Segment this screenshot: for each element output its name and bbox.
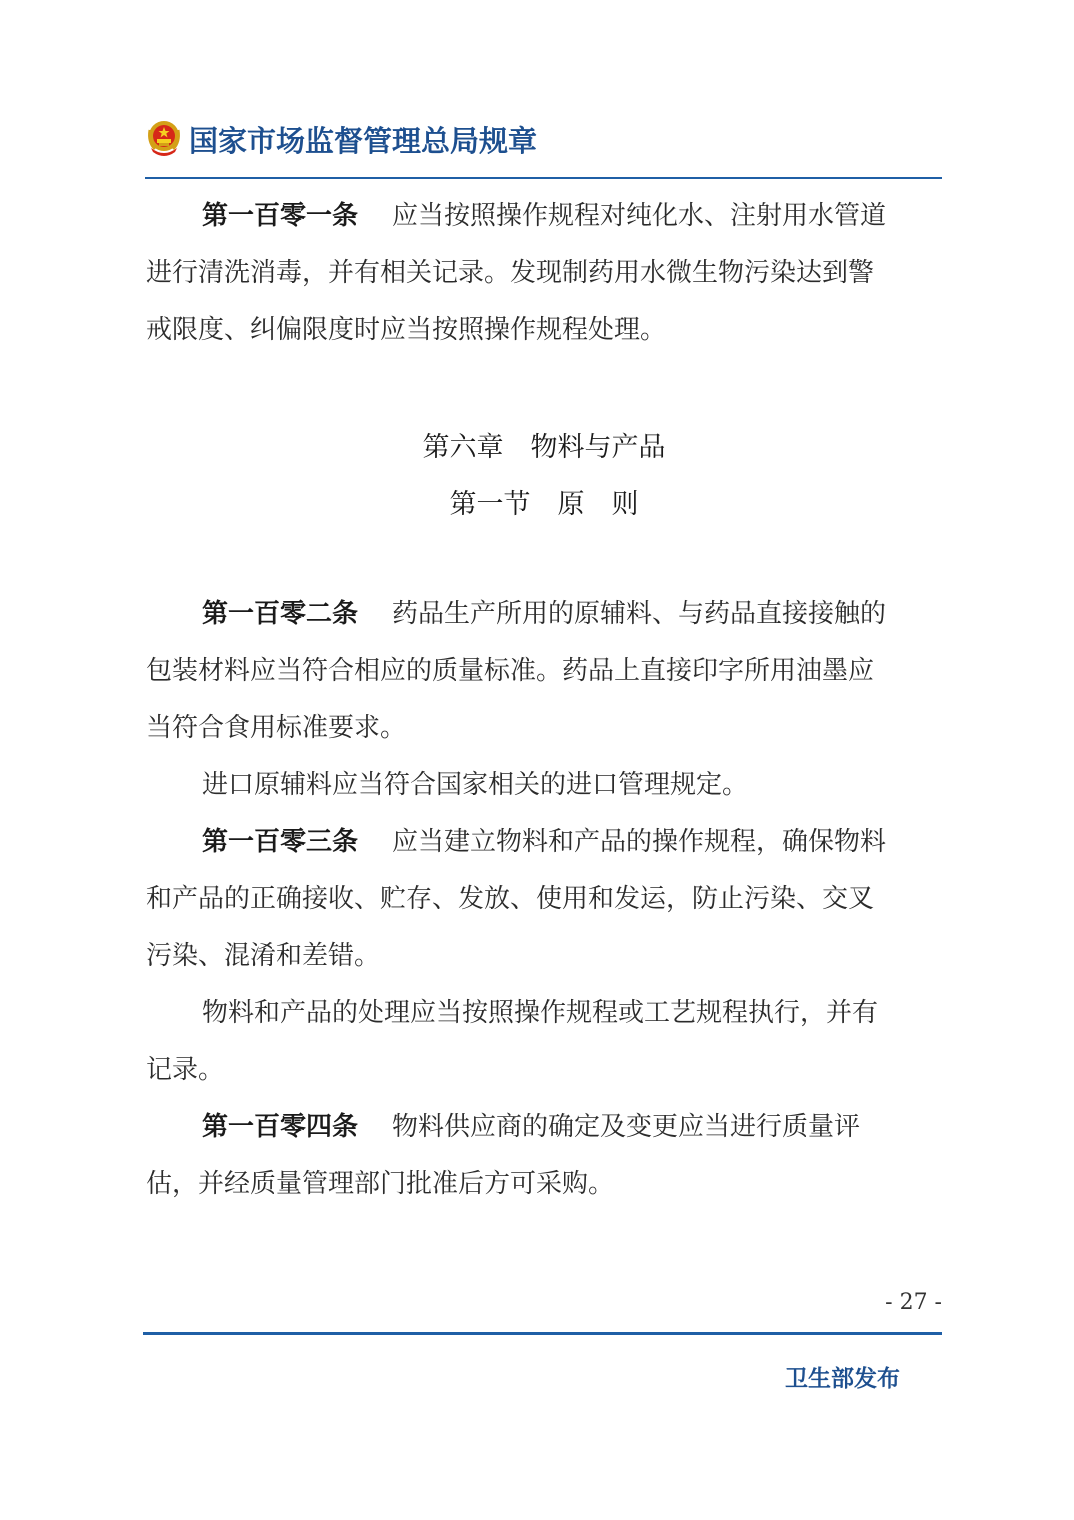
article-101-label: 第一百零一条 <box>202 201 359 231</box>
page-header <box>145 115 537 163</box>
article-102-line-1 <box>202 596 886 632</box>
article-101-text-1: 应当按照操作规程对纯化水、注射用水管道 <box>392 201 887 231</box>
article-101-line-2: 进行清洗消毒，并有相关记录。发现制药用水微生物污染达到警 <box>146 258 875 288</box>
article-103-paragraph-2-line-1: 物料和产品的处理应当按照操作规程或工艺规程执行，并有 <box>202 998 879 1028</box>
article-101-line-3: 戒限度、纠偏限度时应当按照操作规程处理。 <box>146 315 667 345</box>
article-102-line-3: 当符合食用标准要求。 <box>146 713 407 743</box>
article-104-line-2: 估，并经质量管理部门批准后方可采购。 <box>146 1169 615 1199</box>
article-103-line-2: 和产品的正确接收、贮存、发放、使用和发运，防止污染、交叉 <box>146 884 875 914</box>
article-103-line-3: 污染、混淆和差错。 <box>146 941 381 971</box>
section-title: 第一节 原 则 <box>449 489 639 520</box>
chapter-title: 第六章 物料与产品 <box>422 432 666 463</box>
article-102-text-1: 药品生产所用的原辅料、与药品直接接触的 <box>392 599 887 629</box>
article-102-line-2: 包装材料应当符合相应的质量标准。药品上直接印字所用油墨应 <box>146 656 875 686</box>
header-divider <box>145 177 942 179</box>
footer-divider <box>143 1332 942 1335</box>
article-104-text-1: 物料供应商的确定及变更应当进行质量评 <box>392 1112 861 1142</box>
article-103-line-1 <box>202 824 886 860</box>
publisher: 卫生部发布 <box>785 1366 900 1392</box>
article-102-label: 第一百零二条 <box>202 599 359 629</box>
article-103-text-1: 应当建立物料和产品的操作规程，确保物料 <box>392 827 887 857</box>
article-103-paragraph-2-line-2: 记录。 <box>146 1055 225 1085</box>
header-title: 国家市场监督管理总局规章 <box>189 123 538 158</box>
article-104-label: 第一百零四条 <box>202 1112 359 1142</box>
article-104-line-1 <box>202 1109 860 1145</box>
article-102-paragraph-2: 进口原辅料应当符合国家相关的进口管理规定。 <box>202 770 749 800</box>
page-number: - 27 - <box>885 1290 942 1315</box>
article-103-label: 第一百零三条 <box>202 827 359 857</box>
national-emblem-icon <box>145 118 183 160</box>
article-101-line-1 <box>202 198 886 234</box>
